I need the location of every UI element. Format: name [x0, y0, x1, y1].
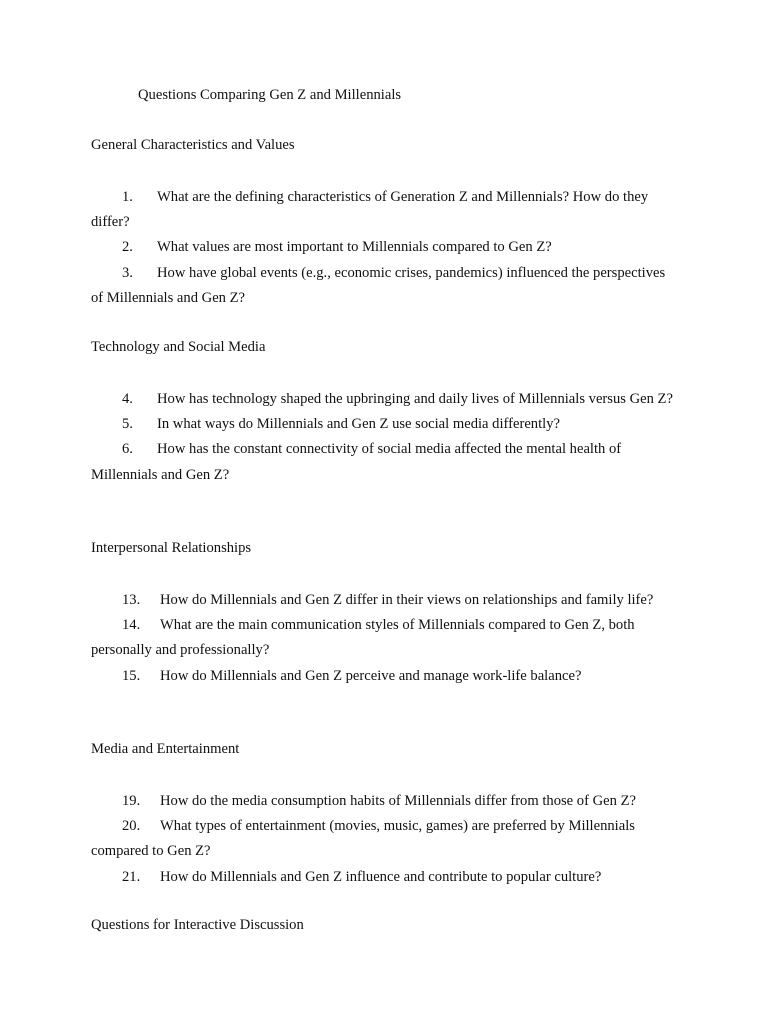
section-general-characteristics: [91, 135, 678, 311]
question-item: [91, 865, 678, 890]
question-item: [91, 664, 678, 689]
question-list: [91, 789, 678, 890]
section-heading: Questions for Interactive Discussion: [91, 917, 304, 933]
question-text: How do Millennials and Gen Z influence and contribute to popular culture?: [160, 868, 602, 885]
question-list: [91, 185, 678, 311]
question-number: 3.: [122, 264, 133, 281]
question-item: [91, 261, 678, 311]
question-text: In what ways do Millennials and Gen Z use social media differently?: [157, 416, 560, 433]
question-text: How has the constant connectivity of social media affected the mental health of Millennials and Gen Z?: [91, 441, 622, 483]
question-text: What are the defining characteristics of Generation Z and Millennials? How do they differ?: [91, 189, 649, 231]
question-text: What types of entertainment (movies, music, games) are preferred by Millennials compared to Gen Z?: [91, 818, 635, 860]
question-item: [91, 588, 678, 613]
question-text: What are the main communication styles of Millennials compared to Gen Z, both personally and professionally?: [91, 617, 635, 659]
question-list: [91, 387, 678, 488]
question-number: 5.: [122, 416, 133, 433]
question-number: 1.: [122, 189, 133, 205]
question-item: [91, 185, 678, 235]
section-heading: Media and Entertainment: [91, 741, 240, 757]
section-technology-social-media: [91, 337, 678, 488]
question-number: 13.: [122, 592, 141, 608]
section-interactive-discussion: [91, 915, 678, 935]
question-item: [91, 814, 678, 864]
document-title: Questions Comparing Gen Z and Millennials: [138, 87, 402, 103]
question-item: [91, 235, 678, 260]
question-text: How has technology shaped the upbringing and daily lives of Millennials versus Gen Z?: [157, 391, 673, 407]
question-number: 21.: [122, 868, 141, 885]
question-item: [91, 437, 678, 487]
section-media-entertainment: [91, 739, 678, 890]
question-text: How do Millennials and Gen Z perceive and manage work-life balance?: [160, 667, 582, 684]
question-text: How have global events (e.g., economic crises, pandemics) influenced the perspectives of Millennials and Gen Z?: [91, 264, 666, 306]
question-number: 2.: [122, 239, 133, 256]
question-number: 6.: [122, 441, 133, 458]
section-heading: General Characteristics and Values: [91, 137, 295, 153]
question-text: How do the media consumption habits of Millennials differ from those of Gen Z?: [160, 793, 636, 809]
question-item: [91, 387, 678, 412]
question-number: 19.: [122, 793, 141, 809]
question-item: [91, 412, 678, 437]
question-number: 4.: [122, 391, 133, 407]
question-number: 20.: [122, 818, 141, 835]
question-list: [91, 588, 678, 689]
question-item: [91, 789, 678, 814]
section-heading: Interpersonal Relationships: [91, 540, 252, 556]
question-item: [91, 613, 678, 663]
question-text: How do Millennials and Gen Z differ in their views on relationships and family life?: [160, 592, 654, 608]
section-heading: Technology and Social Media: [91, 339, 266, 355]
question-number: 15.: [122, 667, 141, 684]
question-number: 14.: [122, 617, 141, 634]
section-interpersonal-relationships: [91, 538, 678, 689]
question-text: What values are most important to Millennials compared to Gen Z?: [157, 239, 552, 256]
